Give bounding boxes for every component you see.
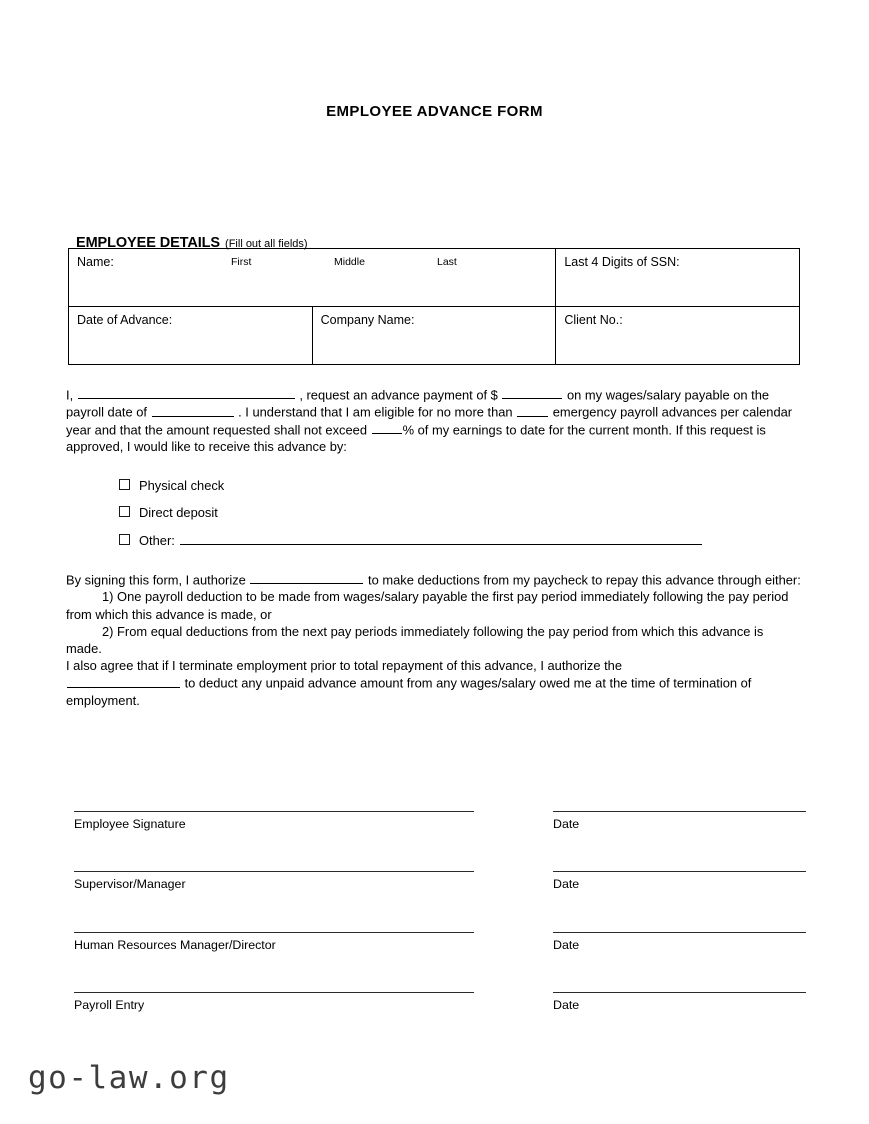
checkbox-icon[interactable] (119, 534, 130, 545)
signature-caption: Supervisor/Manager (74, 877, 186, 891)
authorization-paragraph (66, 571, 801, 709)
date-rule (553, 992, 806, 993)
request-text-4: . I understand that I am eligible for no more than (234, 404, 517, 420)
signature-caption: Payroll Entry (74, 998, 145, 1012)
signature-field-employee[interactable] (74, 811, 474, 831)
date-of-advance-label: Date of Advance: (77, 313, 173, 327)
checkbox-icon[interactable] (119, 506, 130, 517)
option-other[interactable] (119, 532, 809, 559)
blank-authorized-party-2[interactable] (67, 674, 180, 687)
signature-row-supervisor (0, 871, 869, 932)
payment-method-options (119, 478, 809, 559)
date-field-payroll[interactable] (553, 992, 806, 1012)
request-text-2: , request an advance payment of $ (295, 387, 502, 403)
date-of-advance-cell[interactable] (69, 307, 313, 365)
date-rule (553, 811, 806, 812)
section-heading-note: (Fill out all fields) (225, 238, 308, 250)
request-paragraph (66, 386, 801, 456)
authorize-text-1: By signing this form, I authorize (66, 572, 250, 588)
name-label: Name: (77, 255, 114, 269)
date-rule (553, 932, 806, 933)
blank-advance-amount[interactable] (502, 386, 562, 399)
signature-field-hr[interactable] (74, 932, 474, 952)
blank-max-percent[interactable] (372, 421, 402, 434)
request-text-3: on my wages/salary payable on the payroll date of (66, 387, 770, 420)
date-field-hr[interactable] (553, 932, 806, 952)
authorize-text-3: I also agree that if I terminate employment prior to total repayment of this advance, I authorize the (66, 658, 623, 674)
blank-payroll-date[interactable] (152, 403, 234, 416)
employee-details-table (68, 248, 800, 365)
table-row (69, 307, 800, 365)
name-sub-first-label: First (231, 256, 252, 268)
signature-field-payroll[interactable] (74, 992, 474, 1012)
option-physical-check[interactable] (119, 478, 809, 505)
option-label: Direct deposit (139, 505, 218, 520)
date-rule (553, 871, 806, 872)
date-caption: Date (553, 877, 580, 891)
date-caption: Date (553, 938, 580, 952)
authorize-text-2: to make deductions from my paycheck to repay this advance through either: (364, 572, 801, 588)
authorize-item-2: 2) From equal deductions from the next pay periods immediately following the pay period from which this advance is made. (66, 623, 764, 657)
blank-other-method[interactable] (180, 532, 702, 545)
authorize-text-4: to deduct any unpaid advance amount from any wages/salary owed me at the time of termination of employment. (66, 675, 752, 708)
signature-field-supervisor[interactable] (74, 871, 474, 891)
date-caption: Date (553, 998, 580, 1012)
request-text-1: I, (66, 387, 77, 403)
page-title: EMPLOYEE ADVANCE FORM (326, 103, 543, 120)
option-label: Physical check (139, 478, 225, 493)
signature-row-hr (0, 932, 869, 993)
authorize-item-1: 1) One payroll deduction to be made from wages/salary payable the first pay period immediately following the pay period from which this advance is made, or (66, 589, 789, 622)
name-subfield-labels (69, 256, 555, 272)
name-sub-last-label: Last (437, 256, 457, 268)
blank-authorized-party[interactable] (250, 571, 363, 584)
date-field-employee[interactable] (553, 811, 806, 831)
signature-rule (74, 871, 474, 872)
ssn-label: Last 4 Digits of SSN: (564, 255, 680, 269)
company-name-label: Company Name: (320, 313, 415, 327)
blank-max-advances[interactable] (517, 403, 548, 416)
signature-rule (74, 811, 474, 812)
request-text-6: % of my earnings to date for the current month. If this request is approved, I would like to receive this advance by: (66, 422, 766, 455)
client-no-label: Client No.: (564, 313, 623, 327)
ssn-cell[interactable] (556, 249, 800, 307)
blank-employee-name[interactable] (78, 386, 295, 399)
checkbox-icon[interactable] (119, 479, 130, 490)
signature-row-payroll (0, 992, 869, 1053)
section-heading-text: EMPLOYEE DETAILS (76, 235, 220, 251)
signature-rule (74, 992, 474, 993)
company-name-cell[interactable] (312, 307, 556, 365)
option-label: Other: (139, 532, 175, 548)
site-watermark: go-law.org (28, 1060, 230, 1096)
option-direct-deposit[interactable] (119, 505, 809, 532)
name-cell[interactable] (69, 249, 556, 307)
date-field-supervisor[interactable] (553, 871, 806, 891)
table-row (69, 249, 800, 307)
date-caption: Date (553, 817, 580, 831)
client-no-cell[interactable] (556, 307, 800, 365)
name-sub-middle-label: Middle (334, 256, 365, 268)
signature-caption: Employee Signature (74, 817, 186, 831)
signature-row-employee (0, 811, 869, 872)
signature-caption: Human Resources Manager/Director (74, 938, 276, 952)
request-text-5: emergency payroll advances per calendar year and that the amount requested shall not exceed (66, 404, 793, 438)
signature-rule (74, 932, 474, 933)
